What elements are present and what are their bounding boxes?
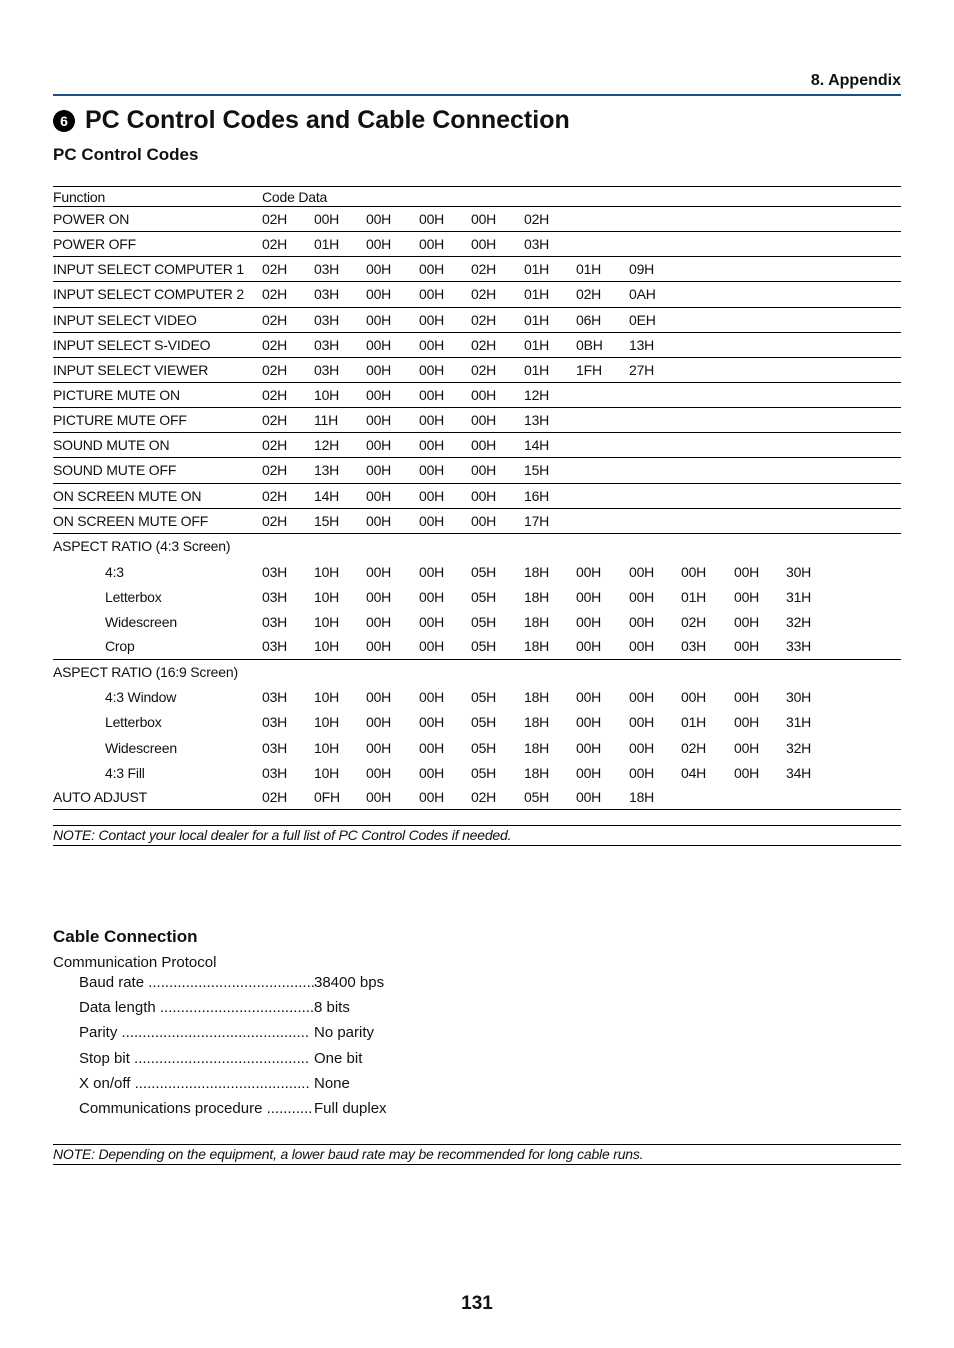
code-byte: 00H <box>576 764 602 781</box>
code-byte: 00H <box>419 336 445 353</box>
code-byte: 02H <box>262 311 288 328</box>
code-byte: 1FH <box>576 361 602 378</box>
code-byte: 14H <box>314 487 340 504</box>
code-byte: 02H <box>471 261 497 278</box>
code-byte: 18H <box>524 563 550 580</box>
code-byte: 03H <box>681 638 707 655</box>
column-header-code-data: Code Data <box>262 188 328 205</box>
protocol-value: No parity <box>314 1024 375 1042</box>
table-row <box>53 534 901 559</box>
protocol-label: Stop bit .......................................... <box>79 1049 310 1067</box>
code-byte: 00H <box>366 487 392 504</box>
code-byte: 10H <box>314 714 340 731</box>
cable-connection-heading: Cable Connection <box>53 927 198 946</box>
code-byte: 00H <box>419 311 445 328</box>
code-byte: 03H <box>314 336 340 353</box>
code-byte: 00H <box>366 613 392 630</box>
code-byte: 13H <box>524 412 550 429</box>
function-name: 4:3 Window <box>105 689 177 706</box>
code-byte: 00H <box>366 588 392 605</box>
code-byte: 03H <box>262 613 288 630</box>
protocol-label: Parity ............................................. <box>79 1024 310 1042</box>
code-byte: 03H <box>314 361 340 378</box>
code-byte: 00H <box>419 236 445 253</box>
code-byte: 00H <box>366 764 392 781</box>
communication-protocol-title: Communication Protocol <box>53 954 217 971</box>
function-name: Widescreen <box>105 739 177 756</box>
code-byte: 30H <box>786 689 812 706</box>
code-byte: 01H <box>681 714 707 731</box>
code-byte: 10H <box>314 613 340 630</box>
table-row <box>53 584 901 609</box>
code-byte: 00H <box>734 764 760 781</box>
code-byte: 31H <box>786 588 812 605</box>
code-byte: 05H <box>471 613 497 630</box>
table-row <box>53 735 901 760</box>
table-row <box>53 760 901 785</box>
function-name: INPUT SELECT S-VIDEO <box>53 336 211 353</box>
code-byte: 02H <box>524 211 550 228</box>
code-byte: 00H <box>419 387 445 404</box>
table-row <box>53 333 901 358</box>
code-byte: 00H <box>366 563 392 580</box>
code-byte: 00H <box>366 714 392 731</box>
code-byte: 02H <box>262 261 288 278</box>
code-byte: 01H <box>314 236 340 253</box>
code-byte: 00H <box>576 689 602 706</box>
code-byte: 00H <box>419 512 445 529</box>
function-name: Letterbox <box>105 588 162 605</box>
table-row <box>53 559 901 584</box>
table-row <box>53 609 901 634</box>
code-byte: 02H <box>471 361 497 378</box>
code-byte: 02H <box>262 387 288 404</box>
code-byte: 00H <box>471 437 497 454</box>
function-name: INPUT SELECT COMPUTER 1 <box>53 261 244 278</box>
code-byte: 00H <box>576 739 602 756</box>
code-byte: 03H <box>262 739 288 756</box>
table-row <box>53 660 901 685</box>
code-byte: 00H <box>419 361 445 378</box>
code-byte: 00H <box>629 689 655 706</box>
code-byte: 03H <box>524 236 550 253</box>
table-row <box>53 433 901 458</box>
code-byte: 00H <box>366 437 392 454</box>
code-byte: 00H <box>366 789 392 806</box>
code-byte: 03H <box>314 261 340 278</box>
code-byte: 00H <box>576 714 602 731</box>
function-name: PICTURE MUTE ON <box>53 387 180 404</box>
code-byte: 27H <box>629 361 655 378</box>
function-name: Letterbox <box>105 714 162 731</box>
table-row <box>53 282 901 307</box>
table-row <box>53 685 901 710</box>
code-byte: 18H <box>524 588 550 605</box>
page-number: 131 <box>461 1293 493 1314</box>
code-byte: 00H <box>734 613 760 630</box>
code-byte: 02H <box>262 336 288 353</box>
code-byte: 00H <box>629 588 655 605</box>
function-name: INPUT SELECT COMPUTER 2 <box>53 286 244 303</box>
code-byte: 02H <box>262 286 288 303</box>
function-name: SOUND MUTE OFF <box>53 462 177 479</box>
protocol-label: Communications procedure ........... <box>79 1100 313 1117</box>
code-byte: 00H <box>629 764 655 781</box>
code-byte: 04H <box>681 764 707 781</box>
code-byte: 03H <box>262 764 288 781</box>
protocol-label: X on/off .......................................... <box>79 1074 310 1092</box>
code-byte: 00H <box>366 361 392 378</box>
code-byte: 00H <box>366 236 392 253</box>
pc-codes-note: NOTE: Contact your local dealer for a full list of PC Control Codes if needed. <box>53 825 901 846</box>
code-byte: 02H <box>681 739 707 756</box>
code-byte: 15H <box>314 512 340 529</box>
code-byte: 15H <box>524 462 550 479</box>
table-row <box>53 207 901 232</box>
code-byte: 18H <box>524 764 550 781</box>
code-byte: 03H <box>262 563 288 580</box>
code-byte: 00H <box>366 412 392 429</box>
code-byte: 00H <box>576 789 602 806</box>
code-byte: 00H <box>366 512 392 529</box>
function-name: ASPECT RATIO (4:3 Screen) <box>53 538 231 555</box>
function-name: ON SCREEN MUTE ON <box>53 487 202 504</box>
code-byte: 00H <box>419 613 445 630</box>
code-byte: 00H <box>366 689 392 706</box>
code-byte: 00H <box>419 563 445 580</box>
code-byte: 00H <box>734 689 760 706</box>
code-byte: 09H <box>629 261 655 278</box>
code-byte: 12H <box>524 387 550 404</box>
function-name: POWER OFF <box>53 236 136 253</box>
code-byte: 01H <box>524 311 550 328</box>
code-byte: 00H <box>734 588 760 605</box>
code-byte: 10H <box>314 563 340 580</box>
code-byte: 00H <box>419 286 445 303</box>
code-byte: 00H <box>629 613 655 630</box>
code-byte: 00H <box>366 211 392 228</box>
function-name: SOUND MUTE ON <box>53 437 170 454</box>
code-byte: 00H <box>419 437 445 454</box>
column-header-function: Function <box>53 188 106 205</box>
function-name: Widescreen <box>105 613 177 630</box>
code-byte: 00H <box>734 739 760 756</box>
protocol-item <box>79 1024 375 1042</box>
code-byte: 05H <box>471 764 497 781</box>
code-byte: 00H <box>419 689 445 706</box>
code-byte: 00H <box>629 638 655 655</box>
function-name: PICTURE MUTE OFF <box>53 412 187 429</box>
section-label: 8. Appendix <box>810 72 901 89</box>
code-byte: 33H <box>786 638 812 655</box>
code-byte: 03H <box>314 286 340 303</box>
code-byte: 00H <box>471 512 497 529</box>
code-byte: 00H <box>366 336 392 353</box>
code-byte: 00H <box>366 286 392 303</box>
function-name: INPUT SELECT VIEWER <box>53 361 209 378</box>
code-byte: 00H <box>629 739 655 756</box>
protocol-value: 38400 bps <box>314 974 385 991</box>
code-byte: 17H <box>524 512 550 529</box>
code-byte: 00H <box>419 739 445 756</box>
code-byte: 30H <box>786 563 812 580</box>
code-byte: 00H <box>419 412 445 429</box>
code-byte: 34H <box>786 764 812 781</box>
code-byte: 01H <box>524 286 550 303</box>
code-byte: 02H <box>262 361 288 378</box>
page-header <box>53 70 901 96</box>
protocol-value: Full duplex <box>314 1100 387 1117</box>
protocol-item <box>79 999 350 1017</box>
code-byte: 01H <box>576 261 602 278</box>
table-row <box>53 308 901 333</box>
code-byte: 16H <box>524 487 550 504</box>
function-name: POWER ON <box>53 211 130 228</box>
table-row <box>53 408 901 433</box>
code-byte: 00H <box>366 311 392 328</box>
table-row <box>53 509 901 534</box>
code-byte: 00H <box>419 764 445 781</box>
code-byte: 00H <box>576 613 602 630</box>
table-row <box>53 358 901 383</box>
cable-note: NOTE: Depending on the equipment, a lower baud rate may be recommended for long cable runs. <box>53 1144 901 1165</box>
code-byte: 01H <box>524 361 550 378</box>
code-byte: 00H <box>419 789 445 806</box>
page-title <box>53 106 570 135</box>
code-byte: 00H <box>366 261 392 278</box>
code-byte: 18H <box>524 638 550 655</box>
code-byte: 18H <box>629 789 655 806</box>
code-byte: 18H <box>524 714 550 731</box>
code-byte: 31H <box>786 714 812 731</box>
function-name: 4:3 Fill <box>105 764 145 781</box>
code-byte: 32H <box>786 739 812 756</box>
code-byte: 00H <box>419 487 445 504</box>
code-byte: 00H <box>366 638 392 655</box>
code-byte: 00H <box>734 714 760 731</box>
code-byte: 02H <box>262 412 288 429</box>
table-row <box>53 257 901 282</box>
protocol-value: None <box>314 1074 350 1092</box>
code-byte: 00H <box>629 714 655 731</box>
function-name: Crop <box>105 638 135 655</box>
code-byte: 02H <box>262 487 288 504</box>
code-byte: 00H <box>471 236 497 253</box>
code-byte: 00H <box>471 462 497 479</box>
code-byte: 13H <box>629 336 655 353</box>
function-name: INPUT SELECT VIDEO <box>53 311 197 328</box>
code-byte: 00H <box>419 638 445 655</box>
code-byte: 02H <box>471 286 497 303</box>
code-byte: 05H <box>471 563 497 580</box>
code-byte: 00H <box>471 211 497 228</box>
code-byte: 10H <box>314 387 340 404</box>
code-byte: 11H <box>314 412 339 429</box>
code-byte: 0BH <box>576 336 603 353</box>
code-byte: 13H <box>314 462 340 479</box>
code-byte: 00H <box>471 387 497 404</box>
code-byte: 00H <box>366 387 392 404</box>
code-byte: 18H <box>524 689 550 706</box>
page-title-text: PC Control Codes and Cable Connection <box>85 106 570 134</box>
protocol-item <box>79 1100 387 1117</box>
table-header-row <box>53 187 901 207</box>
code-byte: 02H <box>471 789 497 806</box>
function-name: 4:3 <box>105 563 124 580</box>
code-byte: 01H <box>681 588 707 605</box>
code-byte: 00H <box>419 211 445 228</box>
table-row <box>53 458 901 483</box>
code-byte: 00H <box>419 462 445 479</box>
code-byte: 06H <box>576 311 602 328</box>
protocol-item <box>79 1049 363 1067</box>
pc-codes-heading: PC Control Codes <box>53 145 199 164</box>
function-name: ON SCREEN MUTE OFF <box>53 512 209 529</box>
function-name: AUTO ADJUST <box>53 789 148 806</box>
code-byte: 10H <box>314 638 340 655</box>
table-row <box>53 232 901 257</box>
code-byte: 03H <box>314 311 340 328</box>
code-byte: 05H <box>471 638 497 655</box>
code-byte: 02H <box>262 437 288 454</box>
code-byte: 02H <box>262 512 288 529</box>
code-byte: 03H <box>262 714 288 731</box>
code-byte: 03H <box>262 588 288 605</box>
code-byte: 02H <box>681 613 707 630</box>
code-byte: 02H <box>262 789 288 806</box>
code-byte: 01H <box>524 261 550 278</box>
code-byte: 02H <box>471 336 497 353</box>
protocol-label: Baud rate ........................................ <box>79 974 315 991</box>
code-byte: 02H <box>262 462 288 479</box>
code-byte: 00H <box>419 588 445 605</box>
code-byte: 00H <box>314 211 340 228</box>
code-byte: 05H <box>471 689 497 706</box>
code-byte: 10H <box>314 739 340 756</box>
code-byte: 10H <box>314 588 340 605</box>
pc-control-codes-table <box>53 186 901 810</box>
code-byte: 32H <box>786 613 812 630</box>
code-byte: 00H <box>576 638 602 655</box>
code-byte: 02H <box>262 236 288 253</box>
code-byte: 05H <box>471 714 497 731</box>
table-row <box>53 634 901 659</box>
code-byte: 00H <box>366 739 392 756</box>
code-byte: 02H <box>471 311 497 328</box>
code-byte: 0FH <box>314 789 340 806</box>
code-byte: 00H <box>419 714 445 731</box>
code-byte: 00H <box>419 261 445 278</box>
code-byte: 00H <box>681 689 707 706</box>
code-byte: 00H <box>629 563 655 580</box>
code-byte: 05H <box>524 789 550 806</box>
table-row <box>53 710 901 735</box>
code-byte: 00H <box>576 563 602 580</box>
code-byte: 18H <box>524 613 550 630</box>
code-byte: 18H <box>524 739 550 756</box>
code-byte: 12H <box>314 437 340 454</box>
code-byte: 10H <box>314 689 340 706</box>
code-byte: 0AH <box>629 286 656 303</box>
table-row <box>53 785 901 810</box>
table-row <box>53 484 901 509</box>
code-byte: 14H <box>524 437 550 454</box>
code-byte: 03H <box>262 638 288 655</box>
code-byte: 00H <box>734 563 760 580</box>
code-byte: 00H <box>471 412 497 429</box>
code-byte: 00H <box>471 487 497 504</box>
code-byte: 05H <box>471 588 497 605</box>
protocol-value: 8 bits <box>314 999 350 1017</box>
code-byte: 01H <box>524 336 550 353</box>
code-byte: 00H <box>681 563 707 580</box>
code-byte: 02H <box>262 211 288 228</box>
table-row <box>53 383 901 408</box>
code-byte: 03H <box>262 689 288 706</box>
code-byte: 00H <box>734 638 760 655</box>
protocol-item <box>79 1074 350 1092</box>
protocol-label: Data length ..................................... <box>79 999 315 1017</box>
protocol-value: One bit <box>314 1049 363 1067</box>
code-byte: 02H <box>576 286 602 303</box>
code-byte: 00H <box>366 462 392 479</box>
function-name: ASPECT RATIO (16:9 Screen) <box>53 664 238 681</box>
protocol-item <box>79 974 385 991</box>
code-byte: 00H <box>576 588 602 605</box>
code-byte: 05H <box>471 739 497 756</box>
code-byte: 0EH <box>629 311 656 328</box>
code-byte: 10H <box>314 764 340 781</box>
circled-number-icon: 6 <box>53 110 75 132</box>
